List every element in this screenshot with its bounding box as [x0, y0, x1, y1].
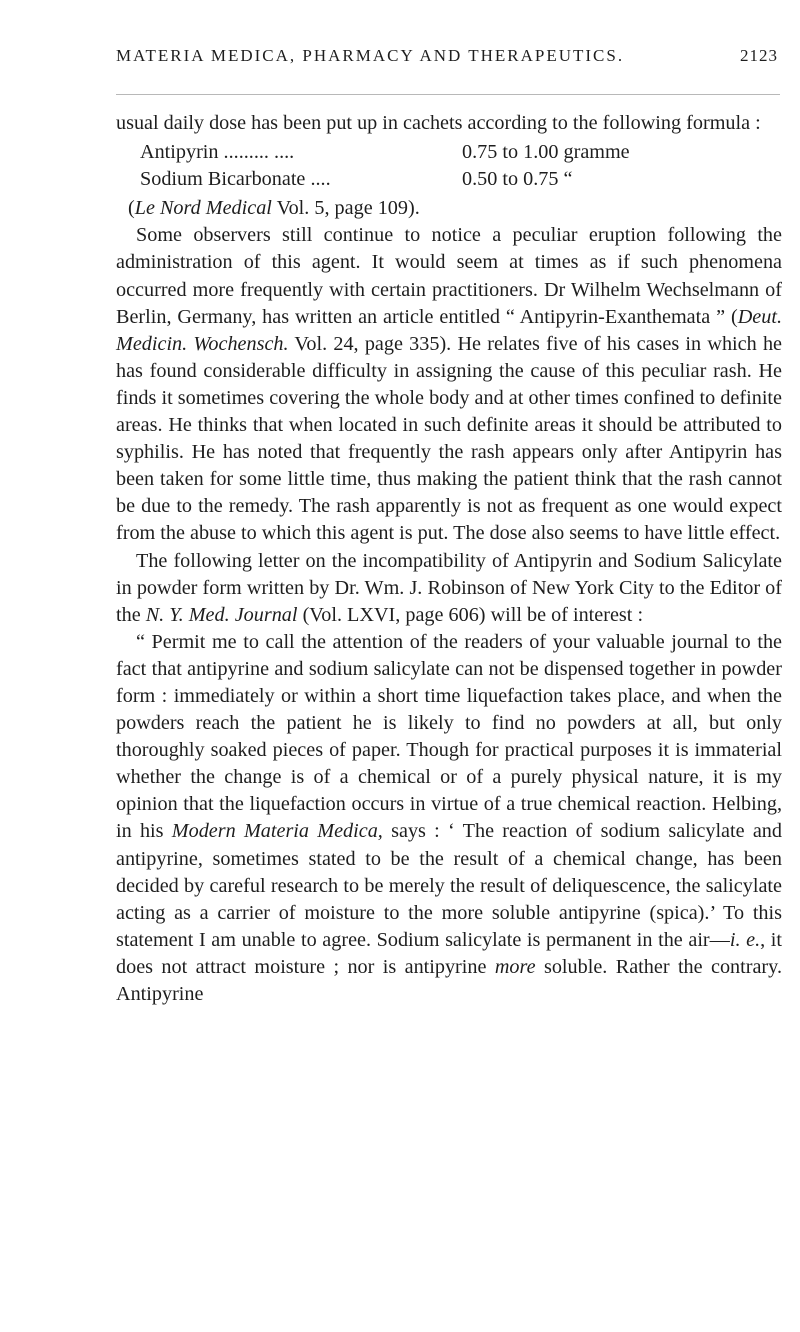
journal-title: N. Y. Med. Journal [145, 603, 298, 626]
paragraph-text: soluble. Rather the contrary. Antipyrine [116, 955, 782, 1005]
paragraph-text: (Vol. LXVI, page 606) will be of interest : [297, 603, 644, 626]
abbreviation-ie: i. e. [729, 928, 761, 951]
paragraph-eruption [116, 222, 782, 547]
paragraph-text: The following letter on the incompatibility of Antipyrin and Sodium Salicylate in powder form written by Dr. Wm. J. Robinson of New York City to the Editor of the [116, 549, 782, 626]
header-rule [116, 94, 780, 95]
paragraph-text: “ Permit me to call the attention of the readers of your valuable journal to the fact that antipyrine and sodium salicylate can not be dispensed together in powder form : immediately or within a short time liquefaction takes place, and when the powders reach the patient he is likely to find no powders at all, but only thoroughly soaked pieces of paper. Though for practical purposes it is immaterial whether the change is of a chemical or of a purely physical nature, it is my opinion that the liquefaction occurs in virtue of a true chemical reaction. Helbing, in his [116, 630, 782, 843]
formula-ingredient: Antipyrin ......... .... [140, 141, 295, 164]
formula-row [140, 139, 782, 166]
paragraph-text: , it does not attract moisture ; nor is antipyrine [116, 928, 782, 978]
formula-table [140, 139, 782, 193]
paragraph-letter-intro [116, 548, 782, 629]
formula-dose: 0.50 to 0.75 “ [462, 168, 573, 191]
formula-ingredient: Sodium Bicarbonate .... [140, 168, 331, 191]
running-header [116, 46, 786, 66]
reference-open: ( [128, 197, 135, 220]
paragraph-text: Vol. 24, page 335). He relates five of his cases in which he has found considerable difficulty in assigning the cause of this peculiar rash. He finds it sometimes covering the whole body and at other times confined to definite areas. He thinks that when located in such definite areas it should be attributed to syphilis. He has noted that frequently the rash appears only after Antipyrin has been taken for some little time, thus making the patient think that the rash cannot be due to the remedy. The rash apparently is not as frequent as one would expect from the abuse to which this agent is put. The dose also seems to have little effect. [116, 332, 782, 545]
reference-detail: Vol. 5, page 109). [271, 197, 420, 220]
emphasis-more: more [494, 955, 536, 978]
intro-paragraph: usual daily dose has been put up in cachets according to the following formula : [116, 112, 761, 134]
reference-line [128, 195, 782, 222]
formula-row [140, 166, 782, 193]
page-number: 2123 [740, 46, 778, 65]
paragraph-text: says : ‘ The reaction of sodium salicylate and antipyrine, sometimes stated to be the result of a chemical change, has been decided by careful research to be merely the result of deliquescence, the salicylate acting as a carrier of moisture to the more soluble antipyrine (spica).’ To this statement I am unable to agree. Sodium salicylate is permanent in the air— [116, 820, 782, 951]
paragraph-letter [116, 629, 782, 1008]
book-title: Modern Materia Medica, [171, 820, 383, 843]
formula-dose: 0.75 to 1.00 gramme [462, 141, 630, 164]
paragraph-text: Some observers still continue to notice a peculiar eruption following the administration of this agent. It would seem at times as if such phenomena occurred more frequently with certain practitioners. Dr Wilhelm Wechselmann of Berlin, Germany, has written an article entitled “ Antipyrin-Exanthemata ” ( [116, 224, 782, 328]
running-title: MATERIA MEDICA, PHARMACY AND THERAPEUTICS. [116, 46, 625, 65]
journal-title: Deut. Medicin. Wochensch. [116, 305, 782, 355]
page-body [116, 110, 782, 1008]
journal-title: Le Nord Medical [134, 197, 272, 220]
